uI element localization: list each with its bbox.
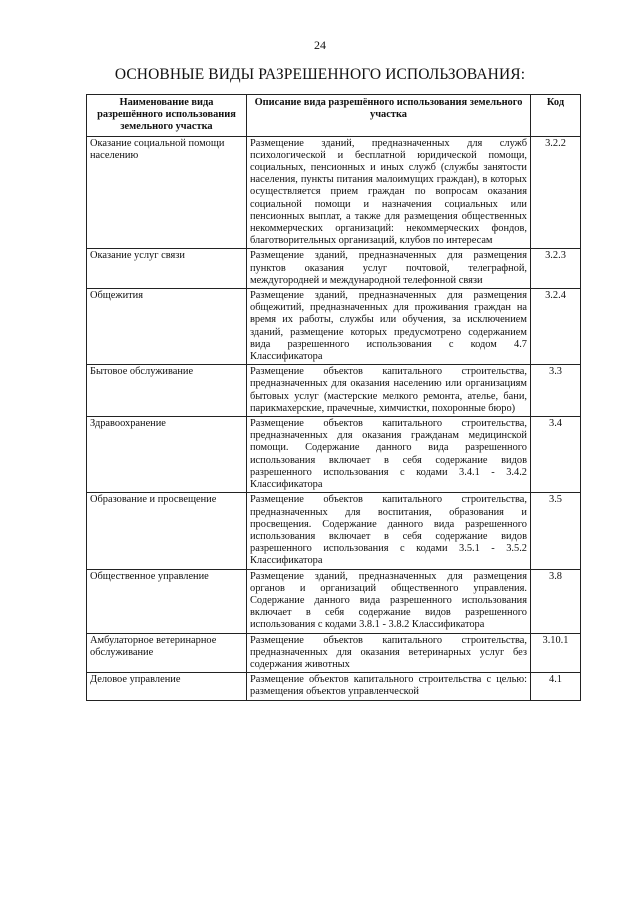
table-row [87, 493, 581, 569]
row-description: Размещение объектов капитального строительства, предназначенных для оказания ветеринарных услуг без содержания животных [247, 633, 531, 673]
row-name: Общественное управление [87, 569, 247, 633]
row-name: Образование и просвещение [87, 493, 247, 569]
row-name: Оказание услуг связи [87, 249, 247, 289]
document-title: ОСНОВНЫЕ ВИДЫ РАЗРЕШЕННОГО ИСПОЛЬЗОВАНИЯ: [114, 66, 526, 83]
row-description: Размещение объектов капитального строительства, предназначенных для воспитания, образования и просвещения. Содержание данного вида разрешенного использования включает в себя содержание видов разрешенного использования с кодами 3.5.1 - 3.5.2 Классификатора [247, 493, 531, 569]
row-name: Здравоохранение [87, 417, 247, 493]
table-row [87, 365, 581, 417]
row-code: 3.4 [531, 417, 581, 493]
row-code: 3.2.3 [531, 249, 581, 289]
row-name: Амбулаторное ветеринарное обслуживание [87, 633, 247, 673]
row-description: Размещение зданий, предназначенных для служб психологической и бесплатной юридической помощи, социальных, пенсионных и иных служб (службы занятости населения, пункты питания малоимущих граждан), в которых осуществляется прием граждан по вопросам оказания социальной помощи и назначения социальных или пенсионных выплат, а также для размещения общественных некоммерческих организаций: некоммерческих фондов, благотворительных организаций, клубов по интересам [247, 136, 531, 249]
row-description: Размещение зданий, предназначенных для размещения пунктов оказания услуг почтовой, телеграфной, междугородней и международной телефонной связи [247, 249, 531, 289]
table-row [87, 289, 581, 365]
row-code: 3.10.1 [531, 633, 581, 673]
header-name: Наименование вида разрешённого использования земельного участка [87, 95, 247, 137]
row-description: Размещение зданий, предназначенных для размещения органов и организаций общественного управления. Содержание данного вида разрешенного использования включает в себя содержание видов разрешенного использования с кодами 3.8.1 - 3.8.2 Классификатора [247, 569, 531, 633]
table-row [87, 633, 581, 673]
row-name: Общежития [87, 289, 247, 365]
row-code: 3.3 [531, 365, 581, 417]
table-row [87, 417, 581, 493]
table-row [87, 673, 581, 700]
table-row [87, 136, 581, 249]
permitted-uses-table [86, 94, 581, 701]
row-code: 3.2.4 [531, 289, 581, 365]
row-code: 3.5 [531, 493, 581, 569]
row-description: Размещение объектов капитального строительства с целью: размещения объектов управленческой [247, 673, 531, 700]
row-description: Размещение зданий, предназначенных для размещения общежитий, предназначенных для проживания граждан на время их работы, службы или обучения, за исключением зданий, размещение которых предусмотрено содержанием вида разрешенного использования с кодом 4.7 Классификатора [247, 289, 531, 365]
row-name: Деловое управление [87, 673, 247, 700]
table-row [87, 569, 581, 633]
row-code: 4.1 [531, 673, 581, 700]
page-number: 24 [314, 38, 326, 52]
row-description: Размещение объектов капитального строительства, предназначенных для оказания гражданам медицинской помощи. Содержание данного вида разрешенного использования включает в себя содержание видов разрешенного использования с кодами 3.4.1 - 3.4.2 Классификатора [247, 417, 531, 493]
table-header-row [87, 95, 581, 137]
row-name: Оказание социальной помощи населению [87, 136, 247, 249]
row-name: Бытовое обслуживание [87, 365, 247, 417]
header-code: Код [531, 95, 581, 137]
header-description: Описание вида разрешённого использования земельного участка [247, 95, 531, 137]
table-row [87, 249, 581, 289]
row-code: 3.8 [531, 569, 581, 633]
row-code: 3.2.2 [531, 136, 581, 249]
row-description: Размещение объектов капитального строительства, предназначенных для оказания населению или организациям бытовых услуг (мастерские мелкого ремонта, ателье, бани, парикмахерские, прачечные, химчистки, похоронные бюро) [247, 365, 531, 417]
